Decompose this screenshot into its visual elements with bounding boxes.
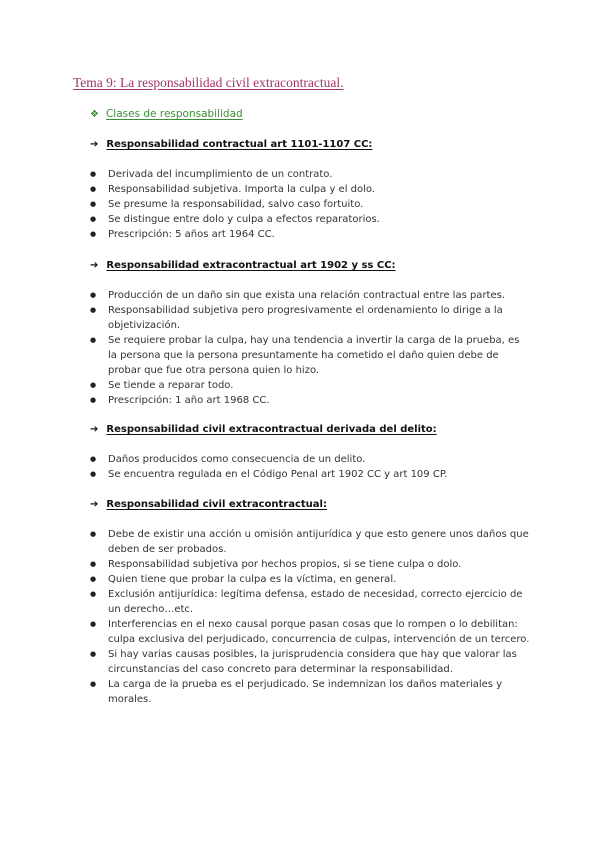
list-item: ● Se tiende a reparar todo. xyxy=(90,378,530,393)
list-item: ● Responsabilidad subjetiva. Importa la culpa y el dolo. xyxy=(90,182,530,197)
section-heading-contractual xyxy=(90,139,372,150)
list-item: ● Se encuentra regulada en el Código Penal art 1902 CC y art 109 CP. xyxy=(90,467,530,482)
section-list-civil-extracontractual xyxy=(90,527,530,707)
list-item: ● Exclusión antijurídica: legítima defensa, estado de necesidad, correcto ejercicio de un derecho…etc. xyxy=(90,587,530,617)
list-item: ● Responsabilidad subjetiva por hechos propios, si se tiene culpa o dolo. xyxy=(90,557,530,572)
subtitle xyxy=(90,108,243,120)
list-item: ● Se presume la responsabilidad, salvo caso fortuito. xyxy=(90,197,530,212)
subtitle-text: Clases de responsabilidad xyxy=(105,108,243,120)
list-item: ● Daños producidos como consecuencia de un delito. xyxy=(90,452,530,467)
section-heading-text: Responsabilidad contractual art 1101-1107 CC: xyxy=(106,139,373,150)
list-item: ● La carga de la prueba es el perjudicado. Se indemnizan los daños materiales y morales. xyxy=(90,677,530,707)
list-item: ● Prescripción: 5 años art 1964 CC. xyxy=(90,227,530,242)
section-heading-text: Responsabilidad extracontractual art 1902 y ss CC: xyxy=(106,260,396,271)
list-item: ● Se requiere probar la culpa, hay una tendencia a invertir la carga de la prueba, es la persona que la persona presuntamente ha cometido el daño quien debe de probar que fue otra persona quien lo hizo. xyxy=(90,333,530,378)
section-list-delito xyxy=(90,452,530,482)
arrow-icon: ➔ xyxy=(90,499,99,510)
section-heading-text: Responsabilidad civil extracontractual derivada del delito: xyxy=(106,424,437,435)
list-item: ● Interferencias en el nexo causal porque pasan cosas que lo rompen o lo debilitan: culpa exclusiva del perjudicado, concurrencia de culpas, intervención de un tercero. xyxy=(90,617,530,647)
section-heading-text: Responsabilidad civil extracontractual: xyxy=(106,499,327,510)
arrow-icon: ➔ xyxy=(90,424,99,435)
section-heading-extracontractual xyxy=(90,260,396,271)
list-item: ● Se distingue entre dolo y culpa a efectos reparatorios. xyxy=(90,212,530,227)
section-heading-delito xyxy=(90,424,437,435)
list-item: ● Prescripción: 1 año art 1968 CC. xyxy=(90,393,530,408)
list-item: ● Quien tiene que probar la culpa es la víctima, en general. xyxy=(90,572,530,587)
arrow-icon: ➔ xyxy=(90,260,99,271)
arrow-icon: ➔ xyxy=(90,139,99,150)
section-list-contractual xyxy=(90,167,530,242)
list-item: ● Derivada del incumplimiento de un contrato. xyxy=(90,167,530,182)
section-list-extracontractual xyxy=(90,288,530,408)
list-item: ● Debe de existir una acción u omisión antijurídica y que esto genere unos daños que deben de ser probados. xyxy=(90,527,530,557)
list-item: ● Producción de un daño sin que exista una relación contractual entre las partes. xyxy=(90,288,530,303)
list-item: ● Responsabilidad subjetiva pero progresivamente el ordenamiento lo dirige a la objetivización. xyxy=(90,303,530,333)
section-heading-civil-extracontractual xyxy=(90,499,327,510)
list-item: ● Si hay varias causas posibles, la jurisprudencia considera que hay que valorar las circunstancias del caso concreto para determinar la responsabilidad. xyxy=(90,647,530,677)
page-title: Tema 9: La responsabilidad civil extracontractual. xyxy=(73,75,344,90)
diamond-bullet-icon: ❖ xyxy=(90,109,99,120)
